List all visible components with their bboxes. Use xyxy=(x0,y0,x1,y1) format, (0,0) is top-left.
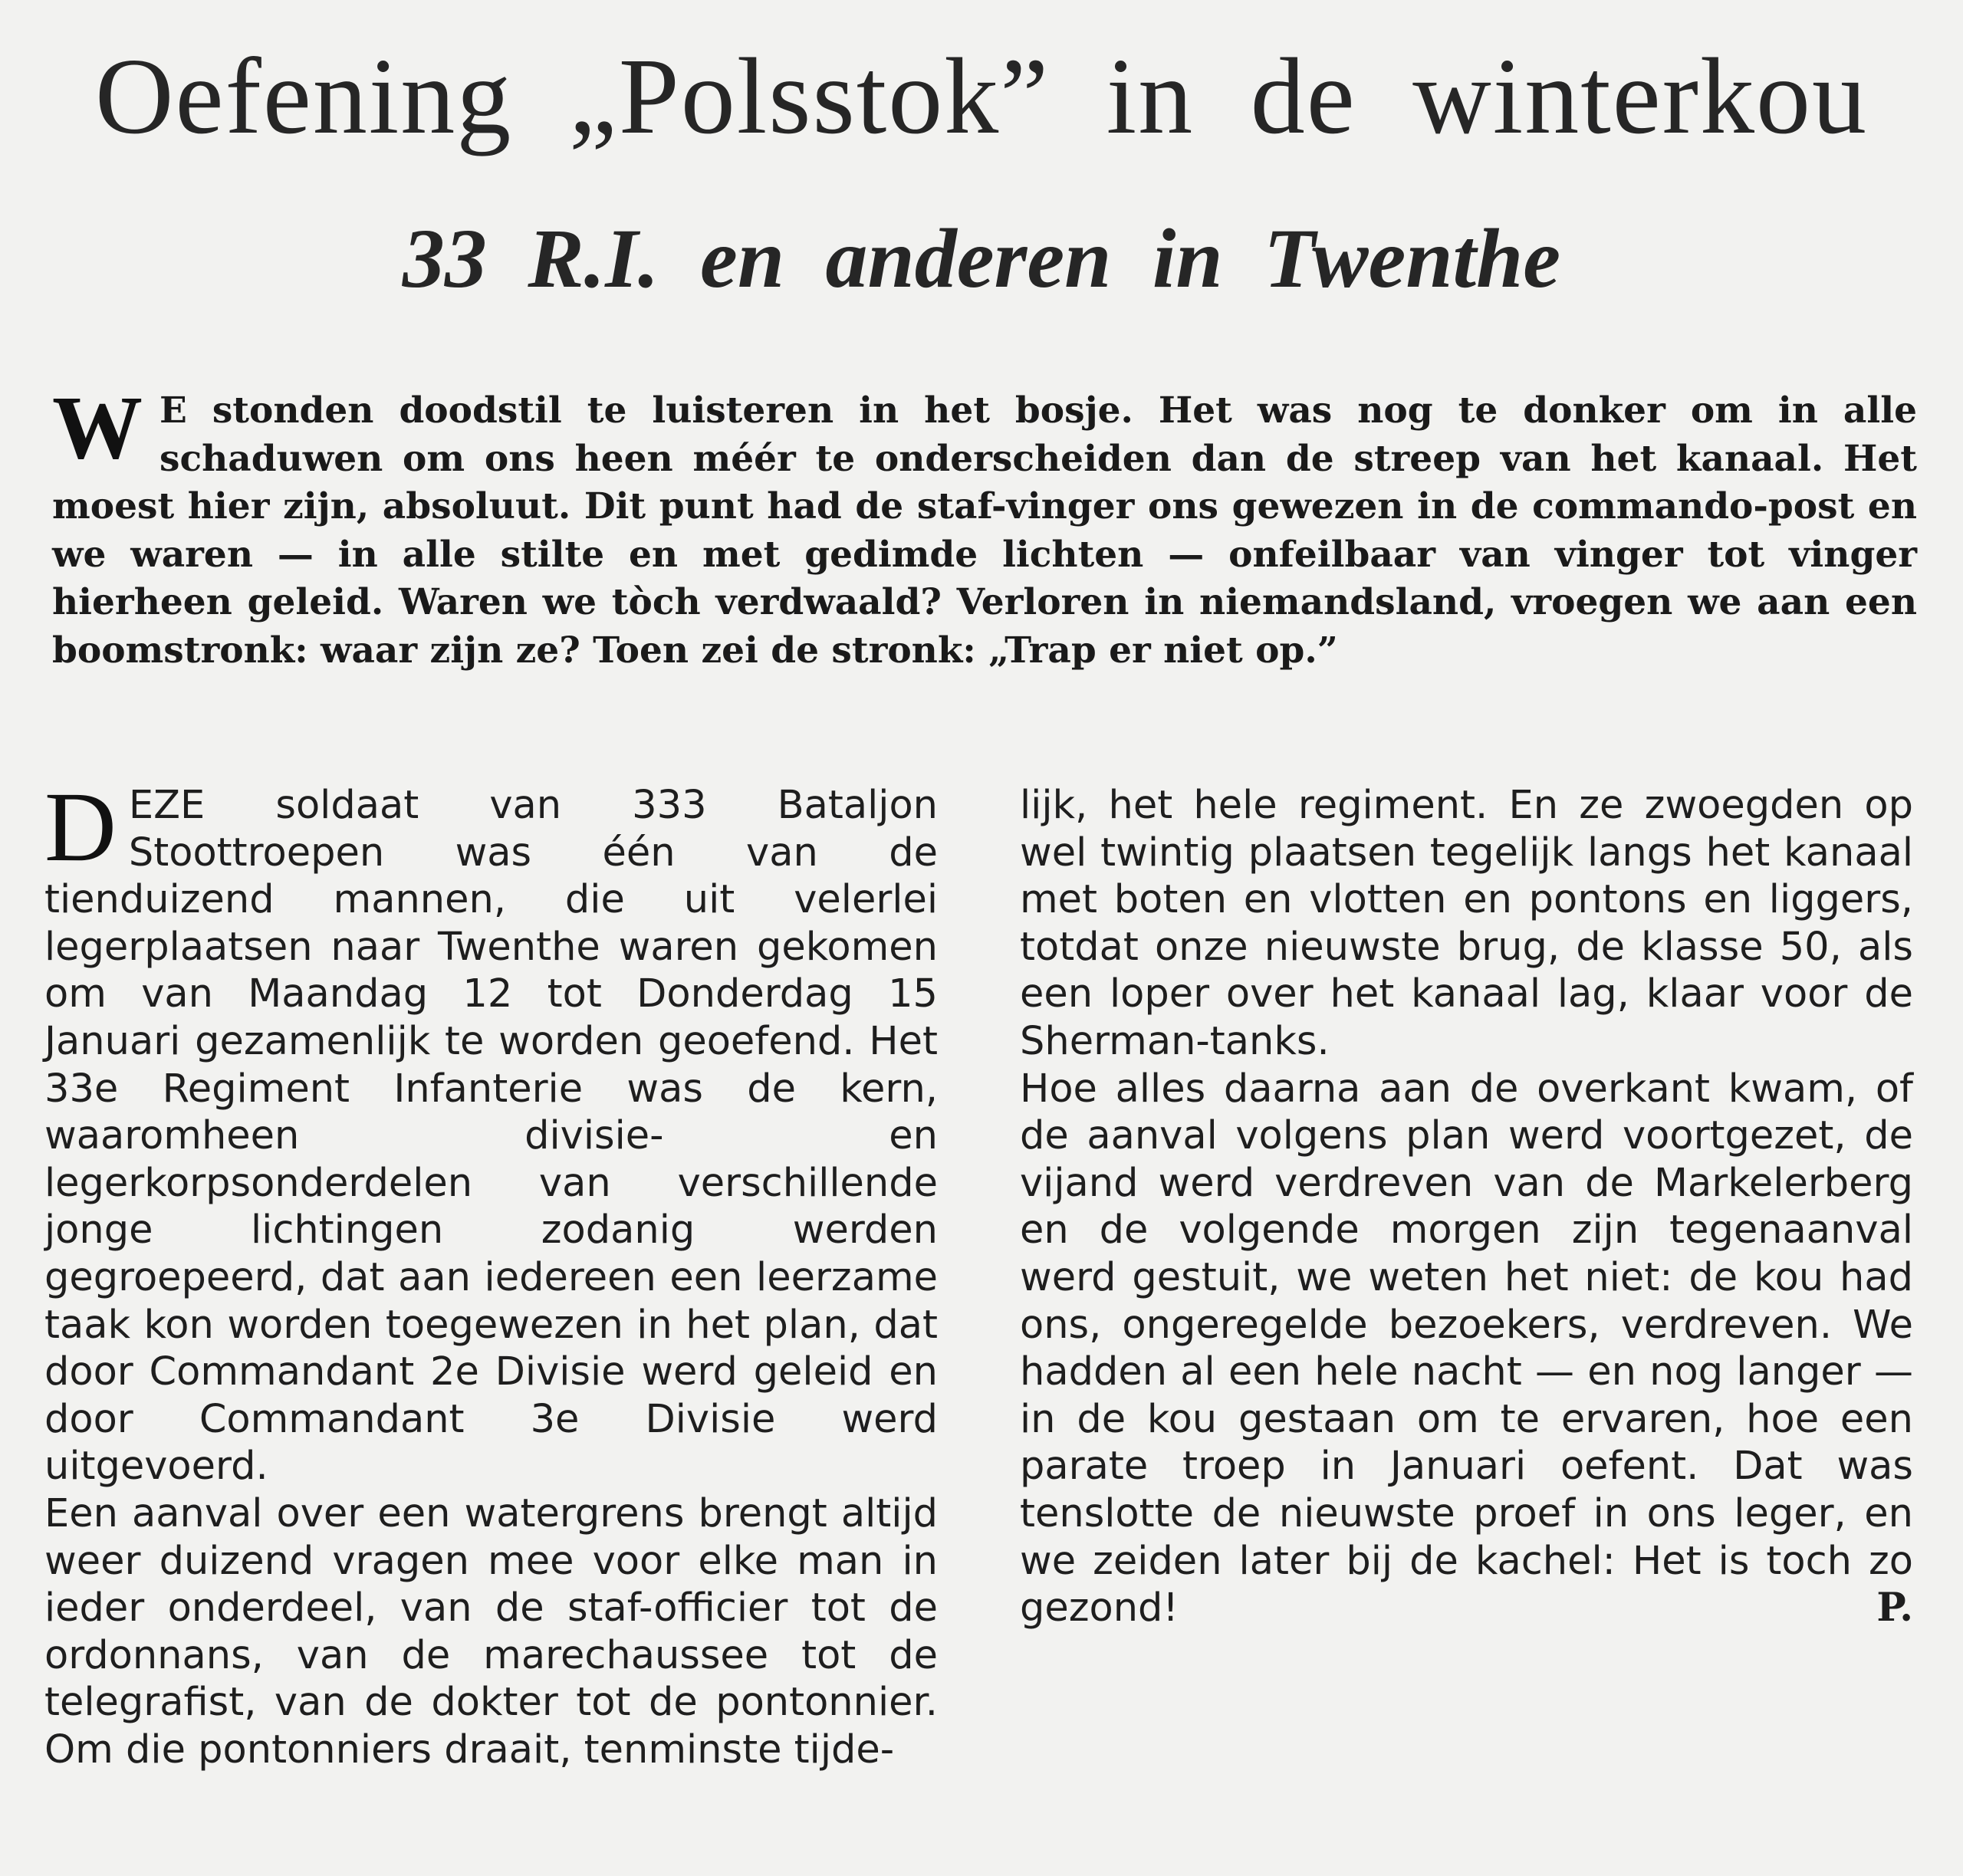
body-paragraph-3 xyxy=(1020,1066,1913,1632)
body-paragraph-3-text: Hoe alles daarna aan de overkant kwam, of de aanval volgens plan werd voortgezet, de vijand werd verdreven van de Markelerberg en de volgende morgen zijn tegenaanval werd gestuit, we weten het niet: de kou had ons, ongeregelde bezoekers, verdreven. We hadden al een hele nacht — en nog langer — in de kou gestaan om te ervaren, hoe een parate troep in Januari oefent. Dat was tenslotte de nieuwste proef in ons leger, en we zeiden later bij de kachel: Het is toch zo gezond! xyxy=(1020,1066,1913,1631)
body-paragraph-1-text: EZE soldaat van 333 Bataljon Stoottroepen was één van de tienduizend mannen, die uit velerlei legerplaatsen naar Twenthe waren gekomen om van Maandag 12 tot Donderdag 15 Januari gezamenlijk te worden geoefend. Het 33e Regiment Infanterie was de kern, waaromheen divisie- en legerkorpsonderdelen van verschillende jonge lichtingen zodanig werden gegroepeerd, dat aan iedereen een leerzame taak kon worden toegewezen in het plan, dat door Commandant 2e Divisie werd geleid en door Commandant 3e Divisie werd uitgevoerd. xyxy=(44,783,938,1490)
intro-text: E stonden doodstil te luisteren in het bosje. Het was nog te donker om in alle schaduwen om ons heen méér te onderscheiden dan de streep van het kanaal. Het moest hier zijn, absoluut. Dit punt had de staf-vinger ons gewezen in de commando-post en we waren — in alle stilte en met gedimde lichten — onfeilbaar van vinger tot vinger hierheen geleid. Waren we tòch verdwaald? Verloren in niemandsland, vroegen we aan een boomstronk: waar zijn ze? Toen zei de stronk: „Trap er niet op.” xyxy=(52,389,1917,672)
article-subheading: 33 R.I. en anderen in Twenthe xyxy=(402,212,1561,305)
body-paragraph-2-continued: lijk, het hele regiment. En ze zwoegden op wel twintig plaatsen tegelijk langs het kanaal met boten en vlotten en pontons en liggers, totdat onze nieuwste brug, de klasse 50, als een loper over het kanaal lag, klaar voor de Sherman-tanks. xyxy=(1020,783,1913,1064)
body-drop-cap: D xyxy=(44,772,117,882)
left-column xyxy=(44,772,938,1773)
body-paragraph-1 xyxy=(44,772,938,1490)
author-signature: P. xyxy=(1876,1585,1913,1631)
intro-paragraph xyxy=(52,377,1917,675)
right-column xyxy=(1020,782,1913,1632)
intro-drop-cap: W xyxy=(52,377,143,478)
body-paragraph-2-start: Een aanval over een watergrens brengt altijd weer duizend vragen mee voor elke man in ieder onderdeel, van de staf-officier tot de ordonnans, van de marechaussee tot de telegrafist, van de dokter tot de pontonnier. Om die pontonniers draait, tenminste tijde- xyxy=(44,1490,938,1773)
article-headline: Oefening „Polsstok” in de winterkou xyxy=(94,35,1869,156)
